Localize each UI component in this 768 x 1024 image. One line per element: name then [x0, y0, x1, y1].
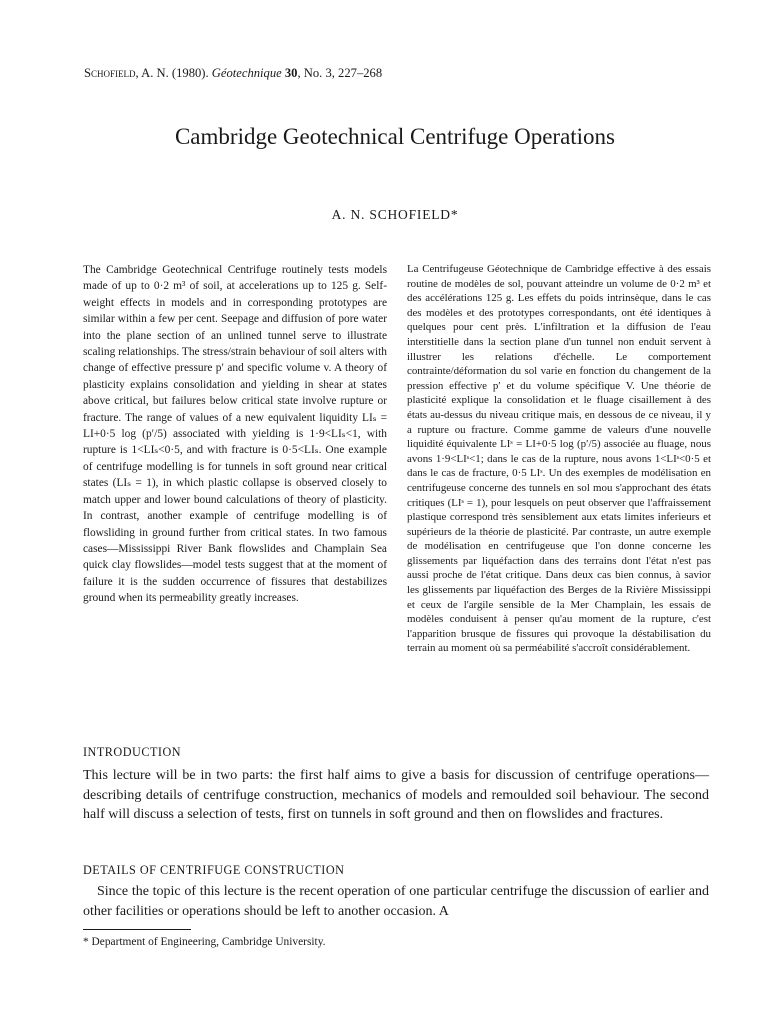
citation-journal: Géotechnique: [211, 66, 282, 80]
footnote-divider: [83, 929, 191, 930]
citation-author: Schofield: [84, 66, 136, 80]
details-paragraph: Since the topic of this lecture is the recent operation of one particular centrifuge the discussion of earlier and other facilities or operations should be left to another occasion. A: [83, 884, 709, 919]
citation-volume: 30: [281, 66, 298, 80]
citation-details: , A. N. (1980).: [135, 66, 212, 80]
abstract-english: The Cambridge Geotechnical Centrifuge routinely tests models made of up to 0·2 m³ of soil, at accelerations up to 125 g. Self-weight effects in models and in corresponding prototypes are similar within a few per cent. Seepage and diffusion of pore water into the plane section of an unlined tunnel serve to illustrate scaling relationships. The stress/strain behaviour of soil alters with change of effective pressure p′ and specific volume v. A theory of plasticity explains consolidation and yielding in shear at states above critical, but failures below critical state involve rupture or fracture. The range of values of a new equivalent liquidity LIₛ = LI+0·5 log (p′/5) associated with yielding is 1·9<LIₛ<1, with rupture is 1<LIₛ<0·5, and with fracture is 0·5<LIₛ. One example of centrifuge modelling is for tunnels in soft ground near critical states (LIₛ = 1), in which plastic collapse is observed closely to match upper and lower bound calculations of theory of plasticity. In contrast, another example of centrifuge modelling is of flowsliding in ground further from critical states. In two famous cases—Mississippi River Bank flowslides and Champlain Sea quick clay flowslides—model tests suggest that at the moment of failure it is the sudden occurrence of fissures that destabilizes ground when its permeability greatly increases.: [83, 264, 387, 605]
introduction-heading: INTRODUCTION: [83, 745, 182, 759]
footnote: * Department of Engineering, Cambridge University.: [83, 936, 326, 948]
introduction-paragraph: This lecture will be in two parts: the first half aims to give a basis for discussion of centrifuge operations—describing details of centrifuge construction, mechanics of models and remoulded soil behaviour. The second half will discuss a selection of tests, first on tunnels in soft ground and then on flowslides and fractures.: [83, 768, 709, 823]
paper-title: Cambridge Geotechnical Centrifuge Operations: [174, 124, 616, 149]
abstract-french: La Centrifugeuse Géotechnique de Cambridge effective à des essais routine de modèles de sol, pouvant atteindre un volume de 0·2 m³ et des accélérations 125 g. Les effets du poids intrinsèque, dans le cas des modèles et des prototypes correspondants, ont été identiques à quelques pour cent près. L'infiltration et la diffusion de l'eau interstitielle dans la section plane d'un tunnel non enduit servent à illustrer les relations d'échelle. Le comportement contrainte/déformation du sol varie en fonction du changement de la pression effective p′ et du volume spécifique V. Une théorie de plasticité explique la consolidation et le fluage cisaillement à des états au-dessus du niveau critique mais, en dessous de ce niveau, il y a rupture ou fracture. Comme gamme de valeurs d'une nouvelle liquidité équivalente LIˢ = LI+0·5 log (p′/5) associée au fluage, nous avons 1·9<LIˢ<1; dans le cas de la rupture, nous avons 1<LIˢ<0·5 et dans le cas de fracture, 0·5 LIˢ. Un des exemples de modélisation en centrifugeuse concerne des tunnels en sol mou s'approchant des états critiques (LIˢ = 1), pour lesquels on peut observer que l'affraissement plastique correspond très sensiblement aux etats limites inferieurs et supérieurs de la théorie de plasticité. Par contraste, un autre exemple de modélisation en centrifugeuse que l'on donne concerne les glissements par liquéfaction dans des terrains dont l'état n'est pas aussi proche de l'état critique. Dans deux cas bien connus, à savior les glissements par liquéfaction des Berges de la Rivière Mississippi et ceux de l'argile sensible de la Mer Champlain, les essais de modèles conduisent à penser qu'au moment de la rupture, c'est l'apparition brusque de fissures qui provoque la déstabilisation du terrain au moment où sa perméabilité s'accroît considérablement.: [407, 263, 711, 655]
paper-author: A. N. SCHOFIELD*: [331, 207, 459, 222]
citation-line: [84, 66, 704, 81]
details-heading: DETAILS OF CENTRIFUGE CONSTRUCTION: [83, 863, 345, 877]
citation-issue-pages: , No. 3, 227–268: [297, 66, 383, 80]
